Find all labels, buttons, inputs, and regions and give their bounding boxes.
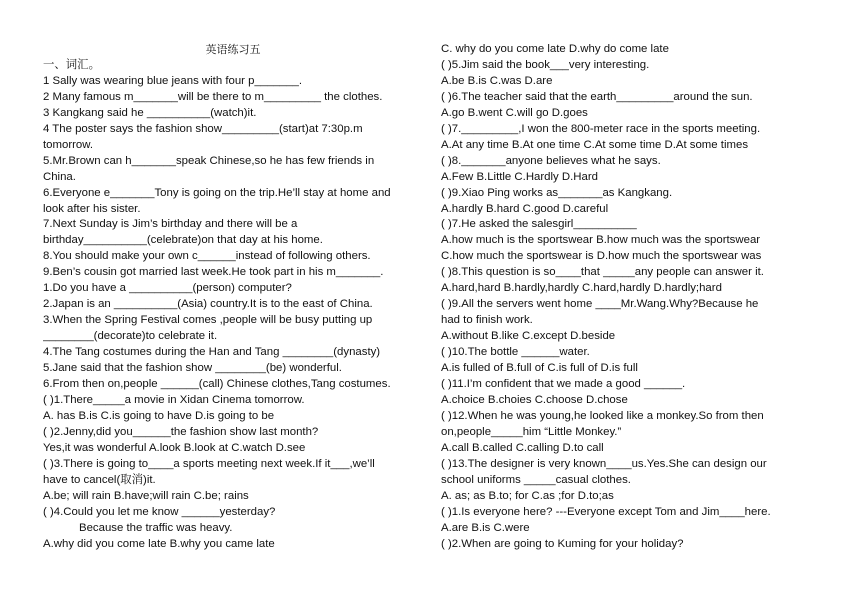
text-line: had to finish work. (441, 314, 533, 327)
text-line: ( )9.All the servers went home ____Mr.Wang.Why?Because he (441, 298, 759, 311)
text-line: ( )4.Could you let me know ______yesterday? (43, 505, 276, 518)
text-line: ( )1.There_____a movie in Xidan Cinema tomorrow. (43, 393, 305, 406)
text-line: A.be; will rain B.have;will rain C.be; rains (43, 489, 249, 502)
text-line: A.hard,hard B.hardly,hardly C.hard,hardly D.hardly;hard (441, 282, 722, 295)
text-line: China. (43, 170, 76, 183)
text-line: A. as; as B.to; for C.as ;for D.to;as (441, 489, 614, 502)
worksheet-title: 英语练习五 (205, 43, 261, 56)
text-line: tomorrow. (43, 138, 94, 151)
text-line: Because the traffic was heavy. (79, 521, 233, 534)
text-line: 1.Do you have a __________(person) computer? (43, 282, 292, 295)
text-line: Yes,it was wonderful A.look B.look at C.watch D.see (43, 441, 306, 454)
text-line: ( )9.Xiao Ping works as_______as Kangkang. (441, 186, 673, 199)
text-line: ( )7.He asked the salesgirl__________ (441, 218, 637, 231)
left-column (43, 42, 423, 553)
text-line: C. why do you come late D.why do come late (441, 43, 669, 55)
text-line: A.hardly B.hard C.good D.careful (441, 202, 609, 215)
text-line: ( )8._______anyone believes what he says. (441, 154, 661, 167)
text-line: 5.Mr.Brown can h_______speak Chinese,so he has few friends in (43, 154, 375, 167)
text-line: 4 The poster says the fashion show_________(start)at 7:30p.m (43, 122, 363, 135)
text-line: ( )8.This question is so____that _____any people can answer it. (441, 266, 764, 279)
text-line: A.is fulled of B.full of C.is full of D.is full (441, 362, 638, 375)
text-line: on,people_____him “Little Monkey.” (441, 425, 622, 438)
text-line: A.be B.is C.was D.are (441, 74, 553, 87)
text-line: 3 Kangkang said he __________(watch)it. (43, 106, 257, 119)
text-line: A.call B.called C.calling D.to call (441, 441, 604, 454)
text-line: ( )12.When he was young,he looked like a monkey.So from then (441, 409, 764, 422)
text-line: A.are B.is C.were (441, 521, 530, 534)
text-line: look after his sister. (43, 202, 141, 215)
text-line: 4.The Tang costumes during the Han and Tang ________(dynasty) (43, 346, 381, 359)
text-line: A. has B.is C.is going to have D.is going to be (43, 409, 275, 422)
text-line: ( )3.There is going to____a sports meeting next week.If it___,we’ll (43, 457, 375, 470)
section-heading-vocab: 一、词汇。 (43, 58, 100, 71)
text-line: ( )2.Jenny,did you______the fashion show last month? (43, 425, 319, 438)
text-line: 5.Jane said that the fashion show ________(be) wonderful. (43, 362, 342, 375)
text-line: 8.You should make your own c______instead of following others. (43, 250, 371, 263)
text-line: ________(decorate)to celebrate it. (43, 330, 218, 343)
text-line: birthday__________(celebrate)on that day at his home. (43, 234, 323, 247)
text-line: A.why did you come late B.why you came late (43, 537, 275, 550)
text-line: 2.Japan is an __________(Asia) country.It is to the east of China. (43, 298, 373, 311)
text-line: 7.Next Sunday is Jim’s birthday and there will be a (43, 218, 298, 231)
text-line: A.go B.went C.will go D.goes (441, 106, 588, 119)
text-line: ( )6.The teacher said that the earth_________around the sun. (441, 90, 753, 103)
text-line: ( )13.The designer is very known____us.Yes.She can design our (441, 457, 767, 470)
text-line: A.At any time B.At one time C.At some time D.At some times (441, 138, 749, 151)
text-line: ( )2.When are going to Kuming for your holiday? (441, 537, 684, 550)
text-line: ( )1.Is everyone here? ---Everyone except Tom and Jim____here. (441, 505, 771, 518)
text-line: ( )7._________,I won the 800-meter race in the sports meeting. (441, 122, 761, 135)
text-line: A.without B.like C.except D.beside (441, 330, 616, 343)
text-line: school uniforms _____casual clothes. (441, 473, 631, 486)
text-line: have to cancel(取消)it. (43, 473, 156, 486)
right-column (441, 42, 821, 553)
text-line: 6.Everyone e_______Tony is going on the trip.He’ll stay at home and (43, 186, 391, 199)
text-line: C.how much the sportswear is D.how much the sportswear was (441, 250, 762, 263)
text-line: ( )11.I’m confident that we made a good ______. (441, 378, 686, 391)
text-line: ( )5.Jim said the book___very interesting. (441, 58, 650, 71)
text-line: A.Few B.Little C.Hardly D.Hard (441, 170, 598, 183)
text-line: ( )10.The bottle ______water. (441, 346, 590, 359)
text-line: A.choice B.choies C.choose D.chose (441, 393, 628, 406)
text-line: 6.From then on,people ______(call) Chinese clothes,Tang costumes. (43, 378, 391, 391)
text-line: 3.When the Spring Festival comes ,people will be busy putting up (43, 314, 373, 327)
text-line: 9.Ben’s cousin got married last week.He took part in his m_______. (43, 266, 384, 279)
text-line: 2 Many famous m_______will be there to m_________ the clothes. (43, 90, 383, 103)
text-line: A.how much is the sportswear B.how much was the sportswear (441, 234, 761, 247)
text-line: 1 Sally was wearing blue jeans with four p_______. (43, 74, 302, 87)
